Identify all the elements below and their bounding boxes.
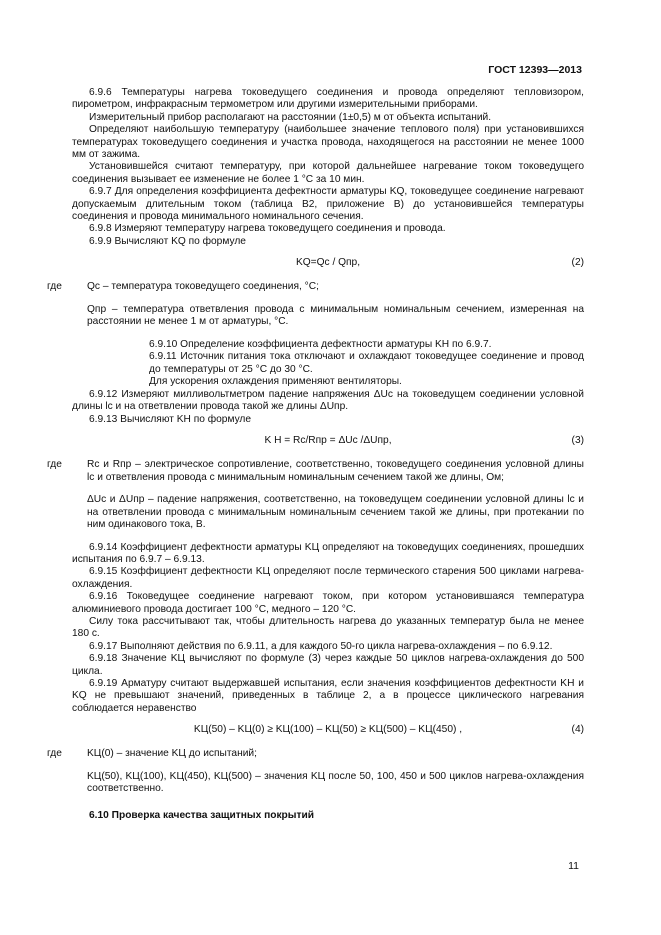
equation-4 (72, 724, 584, 738)
paragraph: 6.9.11 Источник питания тока отключают и охлаждают токоведущее соединение и провод до температуры от 25 °С до 30 °С. (149, 351, 584, 375)
paragraph: 6.9.15 Коэффициент дефектности KЦ определяют после термического старения 500 циклами нагрева-охлаждения. (72, 566, 584, 590)
paragraph: Определяют наибольшую температуру (наибольшее значение теплового поля) при установившихся температурах токоведущего соединения и участка провода, находящегося на расстоянии не менее 1000 мм от зажима. (72, 124, 584, 161)
where-item: Qc – температура токоведущего соединения, °С; (87, 281, 319, 293)
where-item: Qпр – температура ответвления провода с минимальным номинальным сечением, измеренная на расстоянии не менее 1 м от арматуры, °С. (87, 304, 584, 328)
paragraph: 6.9.8 Измеряют температуру нагрева токоведущего соединения и провода. (89, 223, 446, 235)
where-label: где (47, 748, 62, 760)
equation-number: (2) (571, 257, 584, 269)
where-item: KЦ(50), KЦ(100), KЦ(450), KЦ(500) – значения KЦ после 50, 100, 450 и 500 циклов нагрева-охлаждения соответственно. (87, 770, 584, 795)
paragraph: 6.9.14 Коэффициент дефектности арматуры KЦ определяют на токоведущих соединениях, прошедших испытания по 6.9.7 – 6.9.13. (72, 541, 584, 565)
equation-formula: KЦ(50) – KЦ(0) ≥ KЦ(100) – KЦ(50) ≥ KЦ(500) – KЦ(450) , (193, 724, 463, 736)
paragraph: 6.9.6 Температуры нагрева токоведущего соединения и провода определяют тепловизором, пирометром, инфракрасным термометром или другими измерительными приборами. (72, 87, 584, 111)
equation-number: (4) (571, 724, 584, 736)
where-block (47, 281, 584, 328)
where-block (47, 748, 584, 795)
equation-formula: KQ=Qc / Qпр, (295, 257, 361, 269)
paragraph: Установившейся считают температуру, при которой дальнейшее нагревание током токоведущего соединения вызывает ее изменение не более 1 °С за 10 мин. (72, 161, 584, 185)
equation-3 (72, 435, 584, 449)
where-label: где (47, 459, 62, 471)
page-number: 11 (568, 860, 579, 872)
paragraph: Измерительный прибор располагают на расстоянии (1±0,5) м от объекта испытаний. (89, 111, 492, 123)
paragraph: 6.9.7 Для определения коэффициента дефектности арматуры KQ, токоведущее соединение нагревают допускаемым длительным током (таблица В2, приложение В) до установившейся температуры соединения и провода минимального номинального сечения. (72, 186, 584, 223)
section-heading: 6.10 Проверка качества защитных покрытий (89, 809, 314, 821)
paragraph: Для ускорения охлаждения применяют вентиляторы. (149, 376, 402, 388)
equation-number: (3) (571, 434, 584, 446)
paragraph: Силу тока рассчитывают так, чтобы длительность нагрева до указанных температур была не менее 180 с. (72, 615, 584, 640)
equation-formula: K Н = Rс/Rпр = ΔUс /ΔUпр, (264, 434, 392, 446)
equation-2 (72, 257, 584, 271)
where-item: KЦ(0) – значение KЦ до испытаний; (87, 748, 257, 760)
paragraph: 6.9.10 Определение коэффициента дефектности арматуры KН по 6.9.7. (149, 339, 492, 351)
document-body (47, 87, 584, 822)
where-block (47, 459, 584, 531)
paragraph: 6.9.16 Токоведущее соединение нагревают током, при котором установившаяся температура алюминиевого провода достигает 100 °С, медного – 120 °С. (72, 591, 584, 615)
paragraph: 6.9.9 Вычисляют KQ по формуле (89, 235, 246, 247)
paragraph: 6.9.12 Измеряют милливольтметром падение напряжения ΔUс на токоведущем соединении условной длины lс и на ответвлении провода такой же длины ΔUпр. (72, 388, 584, 413)
where-item: ΔUс и ΔUпр – падение напряжения, соответственно, на токоведущем соединении условной длины lс и на ответвлении провода с минимальным номинальным сечением такой же длины, при протекании по ним одинакового тока, В. (87, 494, 584, 530)
paragraph: 6.9.18 Значение KЦ вычисляют по формуле (3) через каждые 50 циклов нагрева-охлаждения до 500 цикла. (72, 653, 584, 677)
paragraph: 6.9.19 Арматуру считают выдержавшей испытания, если значения коэффициентов дефектности KН и KQ не превышают значений, приведенных в таблице 2, а в процессе циклического нагревания соблюдается неравенство (72, 677, 584, 714)
paragraph: 6.9.13 Вычисляют KН по формуле (89, 413, 252, 425)
where-label: где (47, 281, 62, 293)
document-header: ГОСТ 12393—2013 (488, 64, 582, 76)
paragraph: 6.9.17 Выполняют действия по 6.9.11, а для каждого 50-го цикла нагрева-охлаждения – по 6.9.12. (89, 640, 553, 652)
where-item: Rс и Rпр – электрическое сопротивление, соответственно, токоведущего соединения условной длины lс и ответвления провода с минимальным номинальным сечением такой же длины, Ом; (87, 459, 584, 483)
